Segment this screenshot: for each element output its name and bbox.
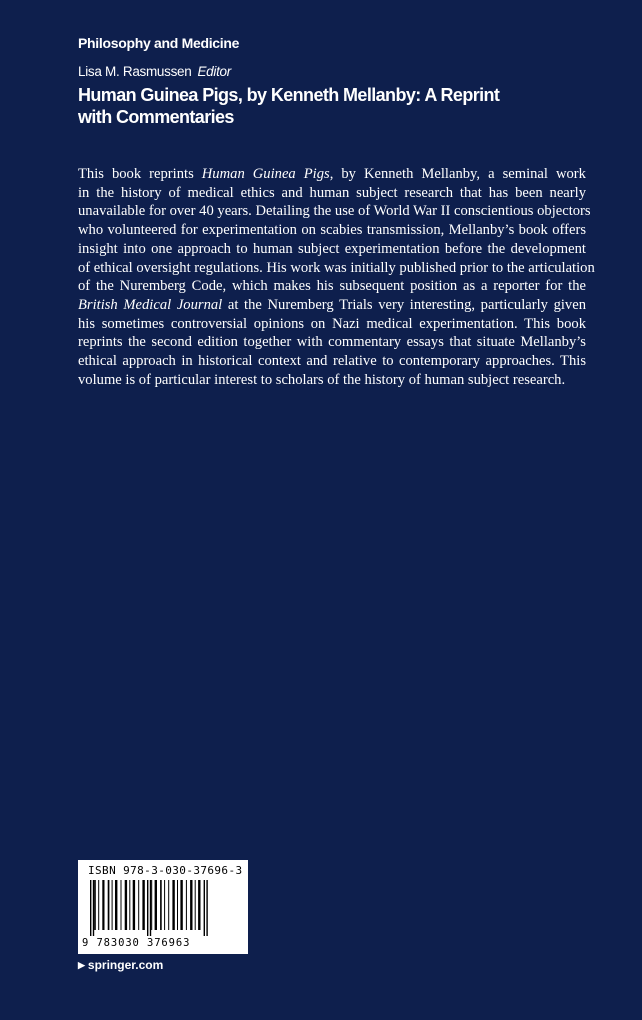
- description-line: [78, 371, 586, 390]
- description-text: reprints the second edition together with commentary essays that situate Mellanby’s: [78, 334, 586, 351]
- description-text: at the Nuremberg Trials very interesting, particularly given: [222, 296, 587, 313]
- description-text: of ethical oversight regulations. His work was initially published prior to the articulation: [78, 259, 595, 276]
- description-line: [78, 184, 586, 203]
- editor-role: Editor: [197, 64, 231, 79]
- description-text: ethical approach in historical context and relative to contemporary approaches. This: [78, 353, 586, 370]
- barcode-bars: [86, 880, 240, 936]
- description-line: [78, 352, 586, 371]
- title-line-1: Human Guinea Pigs, by Kenneth Mellanby: A Reprint: [78, 85, 500, 105]
- description-text: of the Nuremberg Code, which makes his subsequent position as a reporter for the: [78, 278, 586, 295]
- description-text: , by Kenneth Mellanby, a seminal work: [329, 166, 586, 182]
- description-text: in the history of medical ethics and human subject research that has been nearly: [78, 184, 586, 201]
- arrow-icon: ▶: [78, 959, 85, 970]
- description-text: unavailable for over 40 years. Detailing the use of World War II conscientious objectors: [78, 203, 591, 220]
- book-description: [78, 165, 595, 389]
- italic-title-text: British Medical Journal: [78, 296, 223, 313]
- italic-title-text: Human Guinea Pigs: [201, 166, 330, 182]
- description-line: [78, 315, 586, 334]
- description-text: who volunteered for experimentation on scabies transmission, Mellanby’s book offers: [78, 222, 586, 239]
- isbn-label: ISBN 978-3-030-37696-3: [88, 864, 243, 877]
- description-line: [78, 277, 586, 296]
- editor-line: [78, 64, 231, 79]
- description-line: [78, 221, 586, 240]
- description-text: insight into one approach to human subject experimentation before the development: [78, 240, 586, 257]
- book-title: [78, 84, 558, 128]
- isbn-barcode: [78, 860, 248, 954]
- description-text: his sometimes controversial opinions on Nazi medical experimentation. This book: [78, 315, 586, 332]
- description-line: [78, 259, 595, 278]
- description-line: [78, 240, 586, 259]
- title-line-2: with Commentaries: [78, 107, 234, 127]
- description-line: [78, 202, 591, 221]
- editor-name: Lisa M. Rasmussen: [78, 64, 192, 79]
- series-title: Philosophy and Medicine: [78, 35, 240, 51]
- publisher-link[interactable]: [78, 958, 163, 972]
- barcode-digits: 9 783030 376963: [82, 937, 191, 949]
- publisher-url: springer.com: [87, 958, 164, 972]
- description-line: [78, 165, 586, 184]
- description-line: [78, 333, 586, 352]
- description-line: [78, 296, 586, 315]
- description-text: volume is of particular interest to scholars of the history of human subject research.: [78, 371, 566, 388]
- description-text: This book reprints: [78, 166, 202, 182]
